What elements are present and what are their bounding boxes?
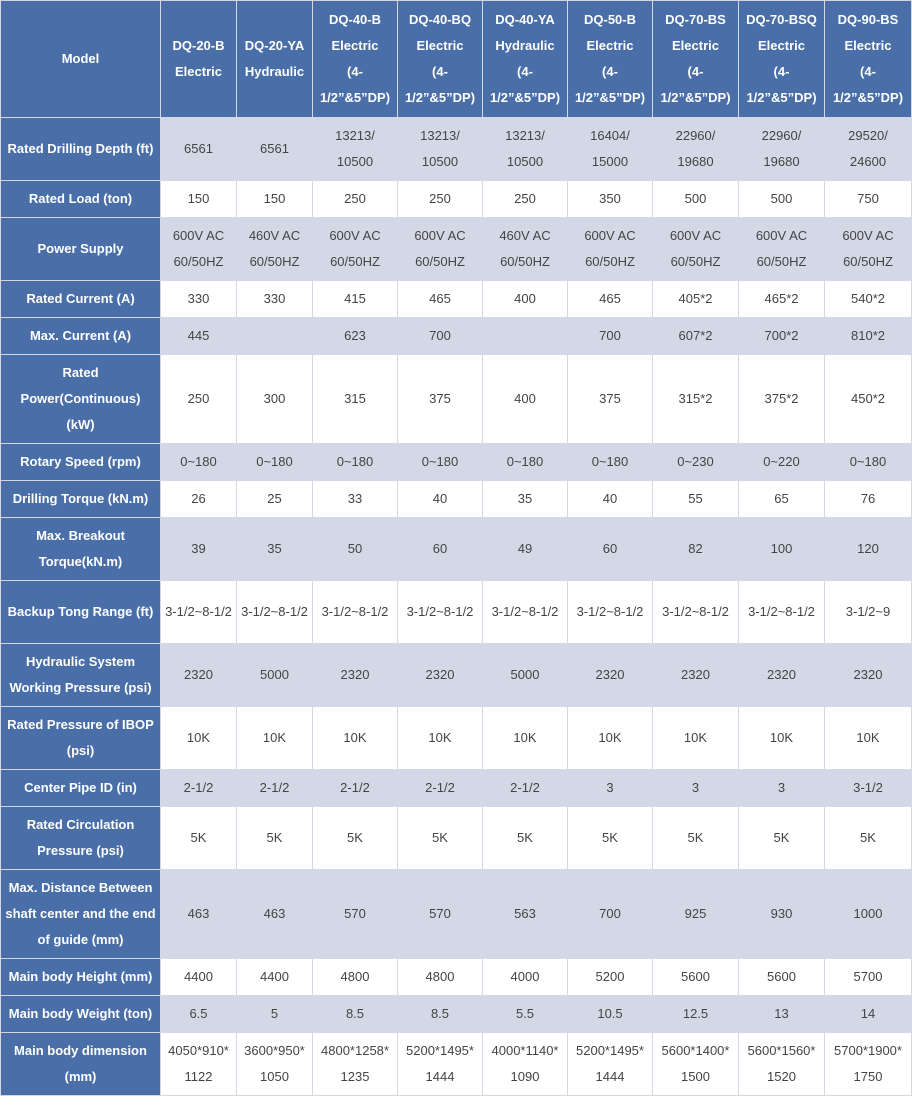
spec-cell: 40 [568,481,653,518]
spec-cell: 10K [568,707,653,770]
row-label: Max. Breakout Torque(kN.m) [1,518,161,581]
spec-cell: 5K [653,807,739,870]
spec-cell: 460V AC 60/50HZ [237,218,313,281]
row-label: Center Pipe ID (in) [1,770,161,807]
spec-cell: 250 [313,181,398,218]
spec-cell: 4800 [398,959,483,996]
header-model-label: Model [1,1,161,118]
spec-cell: 465 [398,281,483,318]
spec-cell: 3-1/2~9 [825,581,912,644]
header-model-name: DQ-20-B Electric [161,1,237,118]
spec-cell: 13 [739,996,825,1033]
table-row [1,707,912,770]
spec-cell: 4050*910* 1122 [161,1033,237,1096]
spec-cell: 300 [237,355,313,444]
spec-cell: 465 [568,281,653,318]
spec-cell: 3-1/2~8-1/2 [483,581,568,644]
spec-cell: 35 [237,518,313,581]
spec-cell: 4400 [161,959,237,996]
spec-cell: 3-1/2 [825,770,912,807]
spec-cell: 4400 [237,959,313,996]
spec-cell: 6.5 [161,996,237,1033]
row-label: Main body Height (mm) [1,959,161,996]
spec-cell: 2320 [313,644,398,707]
spec-cell: 450*2 [825,355,912,444]
spec-cell: 76 [825,481,912,518]
spec-cell: 3-1/2~8-1/2 [161,581,237,644]
spec-cell: 150 [161,181,237,218]
spec-cell: 5600*1560* 1520 [739,1033,825,1096]
row-label: Rated Load (ton) [1,181,161,218]
spec-cell: 250 [398,181,483,218]
spec-cell: 810*2 [825,318,912,355]
spec-cell: 330 [161,281,237,318]
spec-cell: 13213/ 10500 [313,118,398,181]
table-row [1,481,912,518]
spec-cell: 2320 [653,644,739,707]
spec-cell: 6561 [161,118,237,181]
spec-cell: 40 [398,481,483,518]
spec-cell: 5700 [825,959,912,996]
spec-cell: 350 [568,181,653,218]
spec-cell: 463 [237,870,313,959]
spec-cell [237,318,313,355]
spec-cell: 5200*1495* 1444 [568,1033,653,1096]
spec-cell: 0~180 [161,444,237,481]
spec-cell: 445 [161,318,237,355]
row-label: Rated Power(Continuous) (kW) [1,355,161,444]
spec-cell: 700*2 [739,318,825,355]
spec-cell: 10K [653,707,739,770]
row-label: Rotary Speed (rpm) [1,444,161,481]
spec-cell: 12.5 [653,996,739,1033]
spec-cell: 5200*1495* 1444 [398,1033,483,1096]
spec-cell: 5K [739,807,825,870]
table-row [1,959,912,996]
header-model-name: DQ-70-BS Electric (4- 1/2”&5”DP) [653,1,739,118]
spec-cell: 14 [825,996,912,1033]
row-label: Rated Drilling Depth (ft) [1,118,161,181]
spec-cell: 0~220 [739,444,825,481]
spec-cell: 29520/ 24600 [825,118,912,181]
spec-cell: 5000 [237,644,313,707]
spec-cell: 400 [483,281,568,318]
table-row [1,444,912,481]
spec-cell: 570 [313,870,398,959]
header-model-name: DQ-90-BS Electric (4- 1/2”&5”DP) [825,1,912,118]
table-row [1,870,912,959]
spec-cell: 33 [313,481,398,518]
spec-cell: 5600 [653,959,739,996]
spec-cell: 5200 [568,959,653,996]
spec-cell: 700 [398,318,483,355]
spec-cell: 5600 [739,959,825,996]
header-row [1,1,912,118]
spec-cell: 4000*1140* 1090 [483,1033,568,1096]
spec-cell: 10.5 [568,996,653,1033]
table-row [1,644,912,707]
spec-cell: 3-1/2~8-1/2 [739,581,825,644]
spec-cell: 0~180 [825,444,912,481]
spec-cell: 5K [568,807,653,870]
header-model-name: DQ-40-BQ Electric (4- 1/2”&5”DP) [398,1,483,118]
spec-cell: 13213/ 10500 [483,118,568,181]
spec-cell: 8.5 [398,996,483,1033]
header-model-name: DQ-20-YA Hydraulic [237,1,313,118]
table-row [1,181,912,218]
spec-cell: 5.5 [483,996,568,1033]
row-label: Hydraulic System Working Pressure (psi) [1,644,161,707]
spec-cell: 600V AC 60/50HZ [161,218,237,281]
row-label: Rated Current (A) [1,281,161,318]
spec-cell: 150 [237,181,313,218]
row-label: Main body dimension (mm) [1,1033,161,1096]
table-row [1,281,912,318]
spec-cell: 65 [739,481,825,518]
spec-cell: 600V AC 60/50HZ [739,218,825,281]
spec-cell: 5600*1400* 1500 [653,1033,739,1096]
spec-cell: 10K [313,707,398,770]
spec-cell: 82 [653,518,739,581]
spec-cell: 8.5 [313,996,398,1033]
spec-cell: 563 [483,870,568,959]
table-row [1,807,912,870]
spec-cell: 570 [398,870,483,959]
spec-cell: 600V AC 60/50HZ [653,218,739,281]
spec-cell: 623 [313,318,398,355]
spec-cell: 26 [161,481,237,518]
spec-cell: 405*2 [653,281,739,318]
table-row [1,1033,912,1096]
spec-cell: 375 [568,355,653,444]
spec-cell: 3-1/2~8-1/2 [653,581,739,644]
spec-cell: 35 [483,481,568,518]
header-model-name: DQ-50-B Electric (4- 1/2”&5”DP) [568,1,653,118]
spec-cell: 1000 [825,870,912,959]
spec-cell: 55 [653,481,739,518]
spec-cell: 5 [237,996,313,1033]
spec-cell: 6561 [237,118,313,181]
spec-cell: 700 [568,318,653,355]
row-label: Drilling Torque (kN.m) [1,481,161,518]
spec-cell: 3-1/2~8-1/2 [398,581,483,644]
row-label: Max. Current (A) [1,318,161,355]
spec-cell: 0~180 [313,444,398,481]
spec-cell: 5K [313,807,398,870]
table-row [1,118,912,181]
spec-cell: 10K [483,707,568,770]
spec-cell: 5K [825,807,912,870]
header-model-name: DQ-40-YA Hydraulic (4- 1/2”&5”DP) [483,1,568,118]
table-row [1,318,912,355]
spec-cell: 600V AC 60/50HZ [825,218,912,281]
row-label: Rated Circulation Pressure (psi) [1,807,161,870]
spec-body [1,118,912,1096]
spec-cell: 60 [568,518,653,581]
row-label: Backup Tong Range (ft) [1,581,161,644]
spec-cell: 600V AC 60/50HZ [313,218,398,281]
spec-cell: 5700*1900* 1750 [825,1033,912,1096]
spec-cell: 50 [313,518,398,581]
spec-cell: 2-1/2 [313,770,398,807]
spec-cell: 250 [483,181,568,218]
spec-cell: 3 [653,770,739,807]
spec-cell: 5K [161,807,237,870]
spec-cell: 3 [568,770,653,807]
spec-cell: 10K [161,707,237,770]
table-row [1,355,912,444]
spec-cell: 700 [568,870,653,959]
spec-cell: 0~180 [398,444,483,481]
spec-cell: 5K [398,807,483,870]
spec-cell: 600V AC 60/50HZ [398,218,483,281]
spec-cell: 2320 [825,644,912,707]
spec-cell: 3-1/2~8-1/2 [313,581,398,644]
spec-cell: 10K [739,707,825,770]
table-row [1,218,912,281]
spec-cell: 2-1/2 [483,770,568,807]
spec-cell: 3-1/2~8-1/2 [237,581,313,644]
spec-cell: 2-1/2 [398,770,483,807]
spec-cell: 460V AC 60/50HZ [483,218,568,281]
spec-cell: 5000 [483,644,568,707]
table-row [1,518,912,581]
spec-cell: 375 [398,355,483,444]
spec-cell: 0~180 [568,444,653,481]
spec-cell: 10K [825,707,912,770]
spec-cell: 2320 [739,644,825,707]
table-row [1,770,912,807]
spec-cell: 13213/ 10500 [398,118,483,181]
spec-cell: 315 [313,355,398,444]
spec-cell: 4000 [483,959,568,996]
spec-cell: 2320 [398,644,483,707]
spec-cell: 22960/ 19680 [653,118,739,181]
spec-cell: 2-1/2 [237,770,313,807]
spec-cell: 3600*950* 1050 [237,1033,313,1096]
spec-cell: 100 [739,518,825,581]
spec-cell: 4800*1258* 1235 [313,1033,398,1096]
spec-cell: 25 [237,481,313,518]
spec-cell: 600V AC 60/50HZ [568,218,653,281]
spec-cell: 500 [739,181,825,218]
row-label: Power Supply [1,218,161,281]
spec-cell: 930 [739,870,825,959]
header-model-name: DQ-70-BSQ Electric (4- 1/2”&5”DP) [739,1,825,118]
table-row [1,996,912,1033]
spec-cell: 465*2 [739,281,825,318]
spec-cell: 0~180 [483,444,568,481]
spec-cell: 4800 [313,959,398,996]
spec-cell: 500 [653,181,739,218]
spec-cell: 925 [653,870,739,959]
spec-cell: 330 [237,281,313,318]
spec-cell: 315*2 [653,355,739,444]
spec-cell: 49 [483,518,568,581]
spec-cell: 540*2 [825,281,912,318]
table-row [1,581,912,644]
spec-cell: 463 [161,870,237,959]
spec-cell: 5K [483,807,568,870]
spec-cell: 10K [237,707,313,770]
spec-cell: 0~230 [653,444,739,481]
spec-cell: 2320 [161,644,237,707]
spec-cell: 39 [161,518,237,581]
row-label: Rated Pressure of IBOP (psi) [1,707,161,770]
spec-cell: 3-1/2~8-1/2 [568,581,653,644]
spec-cell: 60 [398,518,483,581]
spec-cell: 375*2 [739,355,825,444]
spec-cell: 607*2 [653,318,739,355]
spec-cell: 16404/ 15000 [568,118,653,181]
row-label: Main body Weight (ton) [1,996,161,1033]
spec-cell: 2-1/2 [161,770,237,807]
spec-cell: 5K [237,807,313,870]
spec-cell: 120 [825,518,912,581]
spec-cell: 750 [825,181,912,218]
spec-cell: 2320 [568,644,653,707]
spec-cell: 250 [161,355,237,444]
header-model-name: DQ-40-B Electric (4- 1/2”&5”DP) [313,1,398,118]
spec-cell: 22960/ 19680 [739,118,825,181]
spec-cell: 0~180 [237,444,313,481]
spec-cell: 3 [739,770,825,807]
spec-cell: 415 [313,281,398,318]
spec-cell: 400 [483,355,568,444]
row-label: Max. Distance Between shaft center and the end of guide (mm) [1,870,161,959]
spec-cell [483,318,568,355]
spec-cell: 10K [398,707,483,770]
